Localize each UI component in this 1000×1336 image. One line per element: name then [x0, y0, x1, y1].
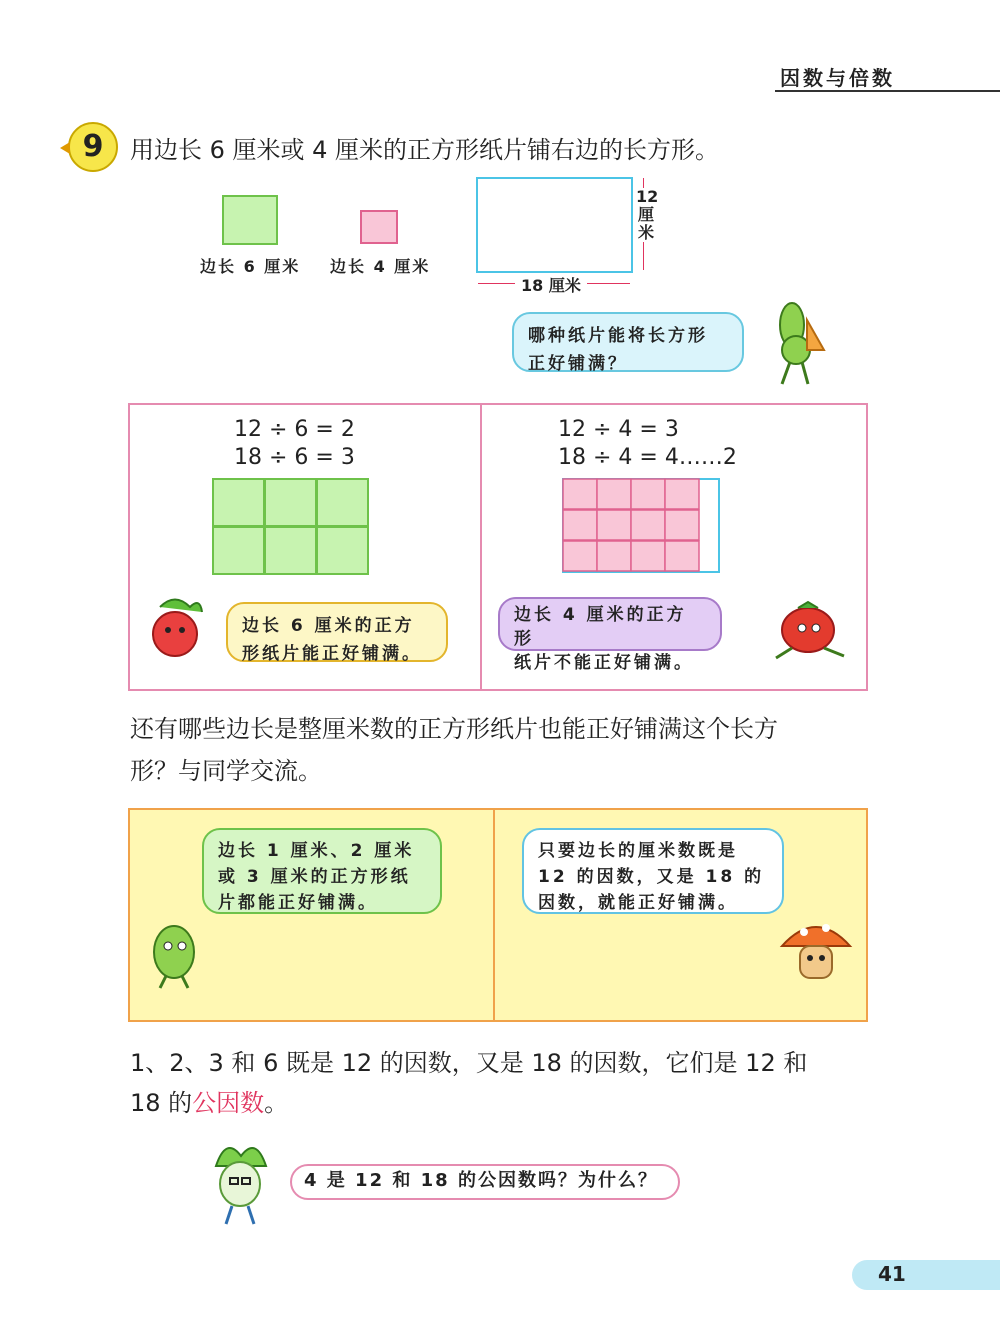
pepper-bubble-line3: 片都能正好铺满。	[218, 893, 378, 913]
problem-statement: 用边长 6 厘米或 4 厘米的正方形纸片铺右边的长方形。	[130, 136, 720, 164]
conclusion-prefix: 18 的	[130, 1089, 193, 1117]
pea-pod-character-icon	[762, 290, 832, 390]
conclusion-suffix: 。	[264, 1089, 289, 1117]
radish-bubble	[226, 602, 448, 662]
label-6cm-square: 边长 6 厘米	[200, 257, 301, 276]
conclusion-line2	[130, 1082, 288, 1124]
tomato-character-icon	[762, 598, 856, 664]
pink-tiling-grid	[562, 478, 722, 574]
header-rule	[775, 90, 1000, 92]
chapter-title: 因数与倍数	[780, 66, 895, 90]
pepper-bubble-line2: 或 3 厘米的正方形纸	[218, 867, 411, 887]
final-question-bubble: 4 是 12 和 18 的公因数吗？为什么？	[290, 1164, 680, 1200]
right-equation-2: 18 ÷ 4 = 4……2	[558, 445, 737, 470]
green-square-6cm	[222, 195, 278, 245]
pepper-character-icon	[140, 912, 210, 992]
left-equation-2: 18 ÷ 6 = 3	[234, 445, 355, 470]
tomato-bubble-line1: 边长 4 厘米的正方形	[514, 605, 687, 649]
label-4cm-square: 边长 4 厘米	[330, 257, 431, 276]
page-number-tab	[852, 1260, 1000, 1290]
conclusion-line1: 1、2、3 和 6 既是 12 的因数，又是 18 的因数，它们是 12 和	[130, 1049, 808, 1077]
chick-beak-icon	[60, 142, 70, 154]
panel-divider	[480, 403, 482, 689]
radish-bubble-line1: 边长 6 厘米的正方	[242, 616, 415, 636]
radish-bubble-line2: 形纸片能正好铺满。	[242, 644, 422, 664]
page-number: 41	[878, 1262, 906, 1286]
tomato-bubble	[498, 597, 722, 673]
pepper-bubble	[202, 828, 442, 914]
example-number-badge	[68, 122, 118, 172]
right-equation-1: 12 ÷ 4 = 3	[558, 417, 679, 442]
cabbage-character-icon	[196, 1136, 282, 1228]
tomato-bubble-line2: 纸片不能正好铺满。	[514, 653, 694, 673]
mushroom-bubble-line2: 12 的因数，又是 18 的	[538, 867, 765, 887]
green-tiling-grid	[212, 478, 372, 576]
keyword-common-factor: 公因数	[192, 1089, 265, 1117]
discussion-line1: 还有哪些边长是整厘米数的正方形纸片也能正好铺满这个长方	[130, 715, 778, 743]
example-number: 9	[82, 129, 104, 164]
pepper-bubble-line1: 边长 1 厘米、2 厘米	[218, 841, 415, 861]
mushroom-bubble-line3: 因数，就能正好铺满。	[538, 893, 738, 913]
target-rectangle	[476, 177, 633, 273]
question-bubble	[512, 312, 744, 372]
mushroom-bubble	[522, 828, 784, 914]
yellow-panel-divider	[493, 808, 495, 1020]
mushroom-bubble-line1: 只要边长的厘米数既是	[538, 841, 738, 861]
pink-square-4cm	[360, 210, 398, 244]
radish-character-icon	[140, 592, 210, 662]
rect-height-label: 12 厘米	[636, 187, 659, 242]
rect-width-label: 18 厘米	[515, 273, 587, 296]
question-bubble-line1: 哪种纸片能将长方形	[528, 326, 708, 346]
question-bubble-line2: 正好铺满？	[528, 354, 628, 374]
discussion-line2: 形？与同学交流。	[130, 757, 322, 785]
left-equation-1: 12 ÷ 6 = 2	[234, 417, 355, 442]
mushroom-character-icon	[776, 912, 856, 996]
